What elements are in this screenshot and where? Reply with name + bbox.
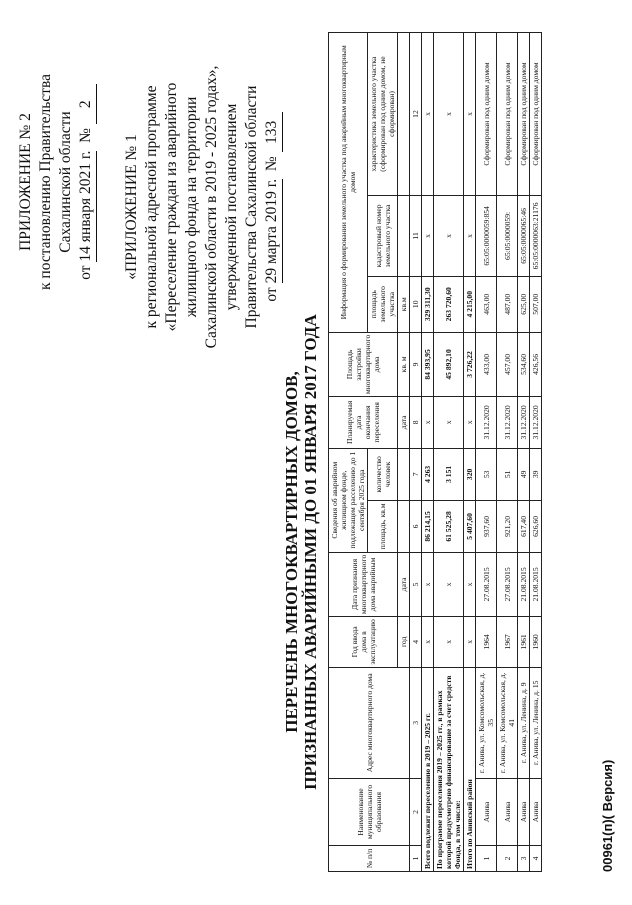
row-land: 463,00 — [476, 276, 497, 332]
unit-cell — [398, 33, 410, 196]
row-planned: 31.12.2020 — [476, 397, 497, 449]
col-land-area: площадь земельного участка — [368, 276, 398, 332]
row-built: 534,60 — [518, 332, 530, 396]
unit-cell — [398, 448, 410, 500]
col-characteristic: характеристика земельного участка (сформирован под одним домом, не сформирован) — [368, 33, 398, 196]
col-number: 8 — [410, 397, 422, 449]
header-line: к постановлению Правительства — [37, 74, 54, 290]
table-row — [530, 33, 542, 872]
col-area: площадь, кв.м — [368, 501, 398, 553]
summary-characteristic: х — [422, 33, 434, 196]
summary-label: Итого по Анивский район — [464, 667, 476, 871]
row-built: 426,56 — [530, 332, 542, 396]
col-number: 1 — [410, 845, 422, 871]
row-date: 21.08.2015 — [530, 552, 542, 616]
header-row — [329, 33, 368, 872]
table-row — [497, 33, 518, 872]
summary-built: 84 393,95 — [422, 332, 434, 396]
summary-planned: х — [464, 397, 476, 449]
appendix-header — [16, 32, 97, 332]
row-cadastral: 65:05:0000059:854 — [476, 196, 497, 277]
summary-area: 61 525,28 — [434, 501, 464, 553]
row-characteristic: Сформирован под одним домом — [530, 33, 542, 196]
summary-row — [464, 33, 476, 872]
number-label: № — [263, 156, 280, 172]
row-people: 49 — [518, 448, 530, 500]
row-cadastral: 65:05:0000059: — [497, 196, 518, 277]
row-people: 39 — [530, 448, 542, 500]
document-footer-code: 00961(п)( Версия) — [600, 759, 615, 872]
row-area: 921,20 — [497, 501, 518, 553]
summary-planned: х — [422, 397, 434, 449]
row-cadastral: 65:05:0000063:21176 — [530, 196, 542, 277]
program-date: 29 марта 2019 г. — [262, 179, 283, 284]
title-line: ПЕРЕЧЕНЬ МНОГОКВАРТИРНЫХ ДОМОВ, — [282, 371, 301, 733]
col-number: 2 — [410, 779, 422, 846]
col-number: 6 — [410, 501, 422, 553]
row-number: 2 — [497, 845, 518, 871]
summary-people: 4 263 — [422, 448, 434, 500]
unit-cell: кв.м — [398, 276, 410, 332]
col-num: № п/п — [329, 845, 410, 871]
summary-date: х — [434, 552, 464, 616]
row-characteristic: Сформирован под одним домом — [518, 33, 530, 196]
row-municipality: Анива — [497, 779, 518, 846]
rotated-sheet — [10, 12, 622, 892]
header-line: Правительства Сахалинской области — [243, 85, 260, 329]
summary-date: х — [464, 552, 476, 616]
row-people: 53 — [476, 448, 497, 500]
header-line: «Переселение граждан из аварийного — [163, 82, 180, 332]
summary-cadastral: х — [434, 196, 464, 277]
summary-cadastral: х — [464, 196, 476, 277]
row-year: 1961 — [518, 617, 530, 667]
unit-cell — [398, 501, 410, 553]
header-line: утвержденной постановлением — [223, 103, 240, 311]
from-label: от — [77, 265, 94, 280]
summary-land: 263 720,60 — [434, 276, 464, 332]
column-numbers-row — [410, 33, 422, 872]
header-line: к региональной адресной программе — [143, 85, 160, 329]
row-land: 487,00 — [497, 276, 518, 332]
summary-land: 4 215,00 — [464, 276, 476, 332]
row-number: 1 — [476, 845, 497, 871]
unit-cell: дата — [398, 552, 410, 616]
summary-area: 5 407,60 — [464, 501, 476, 553]
summary-year: х — [422, 617, 434, 667]
col-number: 9 — [410, 332, 422, 396]
summary-characteristic: х — [434, 33, 464, 196]
summary-area: 86 214,15 — [422, 501, 434, 553]
unit-cell: год — [398, 617, 410, 667]
row-year: 1960 — [530, 617, 542, 667]
summary-planned: х — [434, 397, 464, 449]
summary-characteristic: х — [464, 33, 476, 196]
row-area: 937,60 — [476, 501, 497, 553]
col-fund-info: Сведения об аварийном жилищном фонде, подлежащем расселению до 1 сентября 2025 года — [329, 448, 368, 552]
houses-table — [328, 32, 542, 872]
summary-people: 320 — [464, 448, 476, 500]
row-year: 1967 — [497, 617, 518, 667]
summary-people: 3 151 — [434, 448, 464, 500]
col-number: 10 — [410, 276, 422, 332]
resolution-date: 14 января 2021 г. — [76, 151, 97, 262]
col-number: 5 — [410, 552, 422, 616]
summary-built: 3 726,22 — [464, 332, 476, 396]
row-year: 1964 — [476, 617, 497, 667]
row-characteristic: Сформирован под одним домом — [476, 33, 497, 196]
summary-row — [434, 33, 464, 872]
row-address: г. Анива, ул. Комсомольская, д. 41 — [497, 667, 518, 778]
col-number: 12 — [410, 33, 422, 196]
summary-year: х — [434, 617, 464, 667]
summary-cadastral: х — [422, 196, 434, 277]
col-year: Год ввода дома в эксплуатацию — [329, 617, 398, 667]
header-line: жилищного фонда на территории — [183, 96, 200, 318]
row-address: г. Анива, ул. Ленина, д. 15 — [530, 667, 542, 778]
col-number: 3 — [410, 667, 422, 778]
summary-date: х — [422, 552, 434, 616]
title-line: ПРИЗНАННЫХ АВАРИЙНЫМИ ДО 01 ЯНВАРЯ 2017 ГОДА — [301, 314, 320, 790]
col-built-area: Площадь застройки многоквартирного дома — [329, 332, 398, 396]
row-land: 625,00 — [518, 276, 530, 332]
program-number: 133 — [262, 112, 283, 152]
row-cadastral: 65:05:0000065:46 — [518, 196, 530, 277]
row-number: 4 — [530, 845, 542, 871]
col-land-info: Информация о формировании земельного участка под аварийным многоквартирным домом — [329, 33, 368, 333]
unit-cell: кв. м — [398, 332, 410, 396]
col-number: 4 — [410, 617, 422, 667]
row-planned: 31.12.2020 — [530, 397, 542, 449]
header-date-line — [262, 22, 283, 392]
row-area: 617,40 — [518, 501, 530, 553]
row-address: г. Анива, ул. Комсомольская, д. 35 — [476, 667, 497, 778]
summary-land: 329 311,30 — [422, 276, 434, 332]
col-municipality: Наименование муниципального образования — [329, 779, 410, 846]
col-number: 11 — [410, 196, 422, 277]
row-municipality: Анива — [530, 779, 542, 846]
summary-built: 45 892,10 — [434, 332, 464, 396]
row-area: 626,60 — [530, 501, 542, 553]
col-planned-date: Планируемая дата окончания переселения — [329, 397, 398, 449]
row-land: 507,00 — [530, 276, 542, 332]
unit-cell: дата — [398, 397, 410, 449]
col-cadastral: кадастровый номер земельного участка — [368, 196, 398, 277]
program-header — [122, 22, 283, 392]
row-planned: 31.12.2020 — [518, 397, 530, 449]
row-number: 3 — [518, 845, 530, 871]
row-municipality: Анива — [476, 779, 497, 846]
row-address: г. Анива, ул. Ленина, д. 9 — [518, 667, 530, 778]
appendix-title: ПРИЛОЖЕНИЕ № 2 — [17, 113, 34, 251]
from-label: от — [263, 287, 280, 302]
header-line: Сахалинской области — [57, 111, 74, 253]
row-date: 27.08.2015 — [497, 552, 518, 616]
header-line: «ПРИЛОЖЕНИЕ № 1 — [123, 134, 140, 280]
table-row — [476, 33, 497, 872]
unit-cell — [398, 196, 410, 277]
row-characteristic: Сформирован под одним домом — [497, 33, 518, 196]
row-people: 51 — [497, 448, 518, 500]
header-date-line — [76, 32, 97, 332]
summary-label: Всего подлежит переселению в 2019 – 2025 гг. — [422, 667, 434, 871]
summary-label: По программе переселения 2019 – 2025 гг., в рамках которой предусмотрено финансирование за счет средств Фонда, в том числе: — [434, 667, 464, 871]
resolution-number: 2 — [76, 84, 97, 124]
row-planned: 31.12.2020 — [497, 397, 518, 449]
col-people: количество человек — [368, 448, 398, 500]
col-date-accident: Дата признания многоквартирного дома аварийным — [329, 552, 398, 616]
row-date: 21.08.2015 — [518, 552, 530, 616]
header-line: Сахалинской области в 2019 - 2025 годах», — [203, 65, 220, 349]
col-number: 7 — [410, 448, 422, 500]
row-municipality: Анива — [518, 779, 530, 846]
table-row — [518, 33, 530, 872]
row-built: 457,00 — [497, 332, 518, 396]
row-date: 27.08.2015 — [476, 552, 497, 616]
row-built: 433,00 — [476, 332, 497, 396]
document-title — [282, 232, 320, 872]
number-label: № — [77, 128, 94, 143]
col-address: Адрес многоквартирного дома — [329, 667, 410, 778]
summary-year: х — [464, 617, 476, 667]
summary-row — [422, 33, 434, 872]
